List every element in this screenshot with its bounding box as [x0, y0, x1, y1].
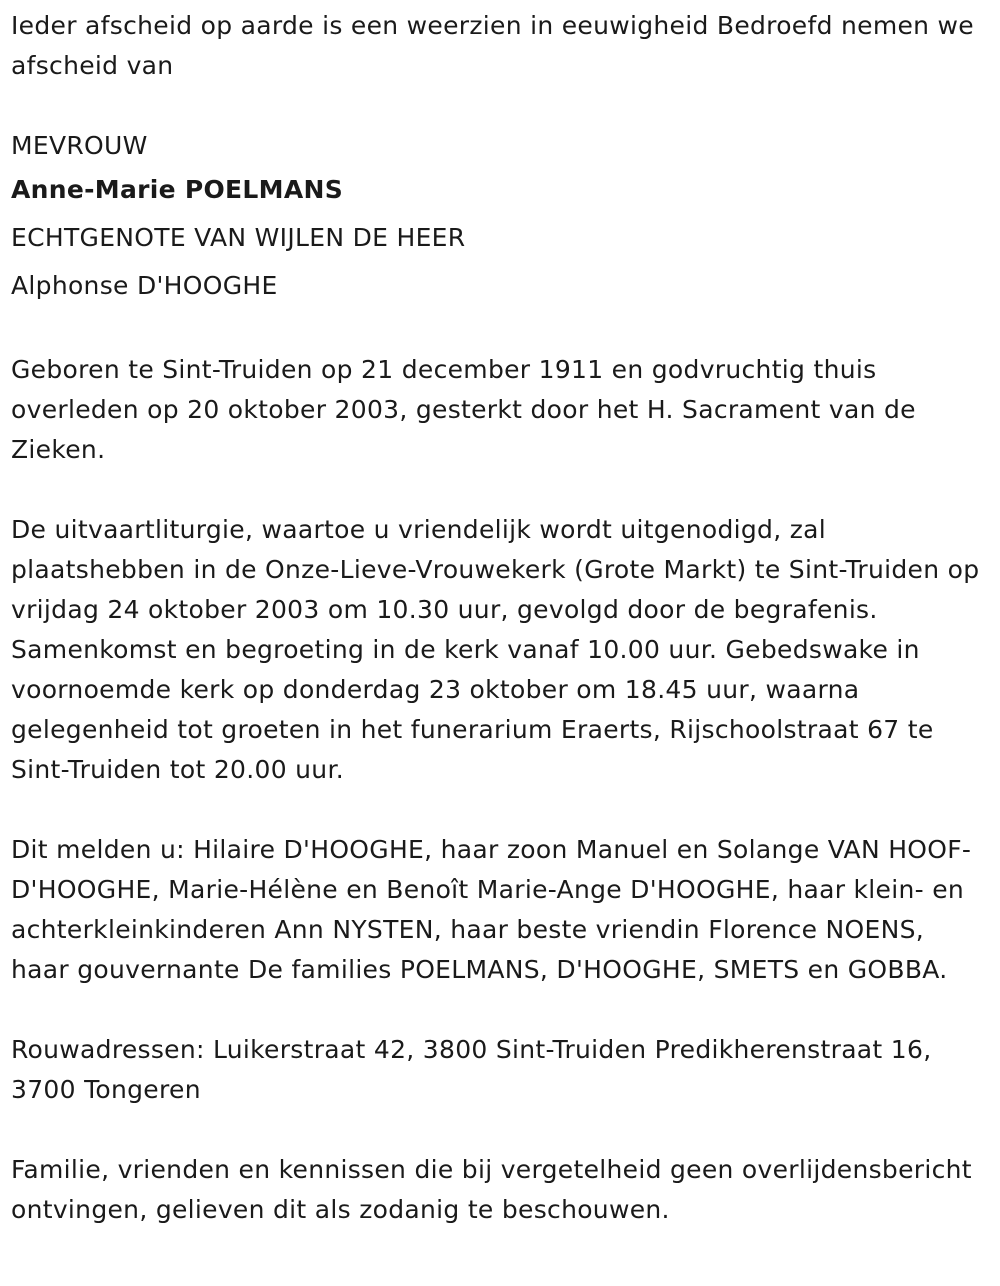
spacer [11, 790, 988, 830]
ceremony-paragraph: De uitvaartliturgie, waartoe u vriendelijk wordt uitgenodigd, zal plaatshebben in de Onze-Lieve-Vrouwekerk (Grote Markt) te Sint-Truiden op vrijdag 24 oktober 2003 om 10.30 uur, gevolgd door de begrafenis. Samenkomst en begroeting in de kerk vanaf 10.00 uur. Gebedswake in voornoemde kerk op donderdag 23 oktober om 18.45 uur, waarna gelegenheid tot groeten in het funerarium Eraerts, Rijschoolstraat 67 te Sint-Truiden tot 20.00 uur. [11, 515, 980, 784]
spacer [11, 86, 988, 126]
person-block [11, 126, 988, 310]
announcers-paragraph: Dit melden u: Hilaire D'HOOGHE, haar zoon Manuel en Solange VAN HOOF-D'HOOGHE, Marie-Hélène en Benoît Marie-Ange D'HOOGHE, haar klein- en achterkleinkinderen Ann NYSTEN, haar beste vriendin Florence NOENS, haar gouvernante De families POELMANS, D'HOOGHE, SMETS en GOBBA. [11, 835, 972, 984]
spacer [11, 1110, 988, 1150]
person-title: MEVROUW [11, 131, 148, 160]
spacer [11, 470, 988, 510]
person-spouse: Alphonse D'HOOGHE [11, 271, 278, 300]
spacer [11, 310, 988, 350]
opening-text: Ieder afscheid op aarde is een weerzien in eeuwigheid Bedroefd nemen we afscheid van [11, 11, 974, 80]
person-name: Anne-Marie POELMANS [11, 175, 344, 204]
addresses-paragraph: Rouwadressen: Luikerstraat 42, 3800 Sint-Truiden Predikherenstraat 16, 3700 Tongeren [11, 1035, 932, 1104]
birth-death-paragraph: Geboren te Sint-Truiden op 21 december 1911 en godvruchtig thuis overleden op 20 oktober 2003, gesterkt door het H. Sacrament van de Zieken. [11, 355, 916, 464]
person-relation: ECHTGENOTE VAN WIJLEN DE HEER [11, 223, 466, 252]
spacer [11, 990, 988, 1030]
closing-paragraph: Familie, vrienden en kennissen die bij vergetelheid geen overlijdensbericht ontvingen, gelieven dit als zodanig te beschouwen. [11, 1155, 972, 1224]
